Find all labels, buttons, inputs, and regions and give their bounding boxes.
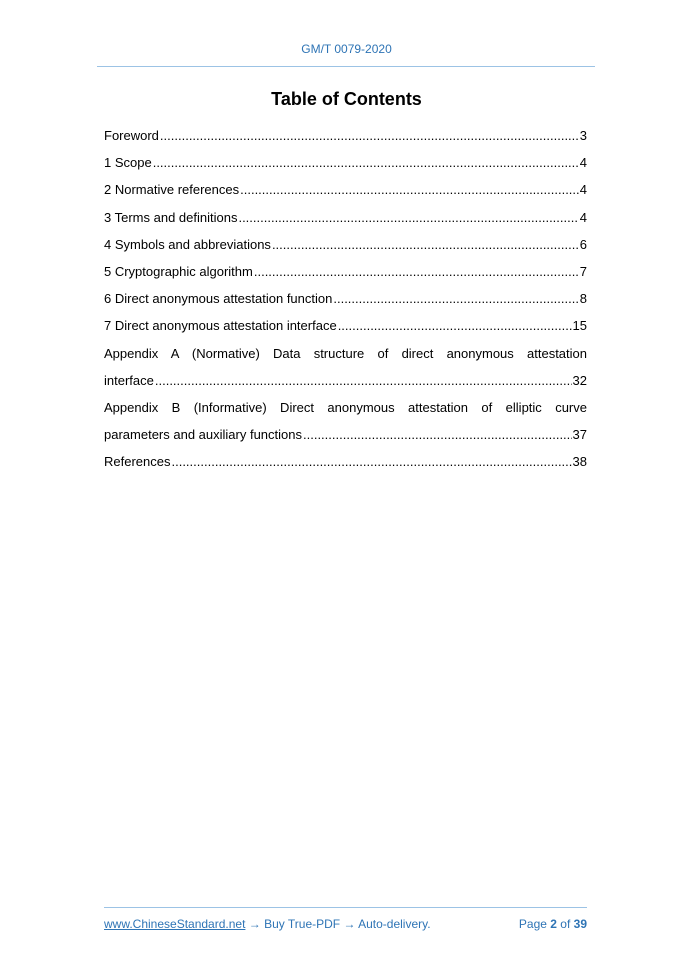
- toc-list: [104, 122, 587, 476]
- toc-entry-page: 32: [572, 372, 587, 388]
- toc-title: Table of Contents: [271, 89, 422, 109]
- footer-promo: [104, 917, 431, 931]
- toc-leader-dots: [238, 204, 578, 231]
- toc-leader-dots: [333, 285, 578, 312]
- toc-entry-terms-definitions[interactable]: [104, 204, 587, 231]
- toc-leader-dots: [338, 312, 572, 339]
- toc-entry-label-line1: Appendix A (Normative) Data structure of direct anonymous attestation: [104, 345, 587, 361]
- footer-page-total: 39: [573, 917, 587, 931]
- toc-leader-dots: [254, 258, 579, 285]
- toc-entry-label: 7 Direct anonymous attestation interface: [104, 318, 337, 334]
- toc-leader-dots: [303, 421, 572, 448]
- toc-entry-page: 37: [572, 427, 587, 443]
- toc-leader-dots: [240, 176, 579, 203]
- toc-entry-label: 1 Scope: [104, 155, 152, 171]
- footer-site-link[interactable]: www.ChineseStandard.net: [104, 917, 246, 931]
- toc-entry-page: 4: [579, 155, 587, 171]
- footer-page-current: 2: [550, 917, 557, 931]
- toc-leader-dots: [155, 367, 572, 394]
- toc-entry-symbols-abbreviations[interactable]: [104, 231, 587, 258]
- toc-entry-label-line2: interface: [104, 372, 154, 388]
- footer-page-indicator: [519, 917, 587, 931]
- toc-entry-label: 6 Direct anonymous attestation function: [104, 291, 333, 307]
- footer-promo-text: → Buy True-PDF → Auto-delivery.: [245, 917, 431, 931]
- toc-entry-label: References: [104, 454, 171, 470]
- footer-page-of: of: [556, 917, 574, 931]
- footer-rule: [104, 907, 587, 908]
- toc-entry-appendix-a[interactable]: [104, 340, 587, 394]
- header-doc-code: GM/T 0079-2020: [301, 42, 392, 56]
- toc-entry-label: Foreword: [104, 128, 159, 143]
- toc-entry-daa-function[interactable]: [104, 285, 587, 312]
- toc-entry-page: 15: [572, 318, 587, 334]
- toc-leader-dots: [272, 231, 579, 258]
- toc-entry-daa-interface[interactable]: [104, 312, 587, 339]
- toc-entry-label-line1: Appendix B (Informative) Direct anonymous attestation of elliptic curve: [104, 400, 587, 416]
- toc-entry-normative-references[interactable]: [104, 176, 587, 203]
- toc-entry-page: 3: [579, 128, 587, 143]
- toc-entry-appendix-b[interactable]: [104, 394, 587, 448]
- toc-entry-references[interactable]: [104, 448, 587, 475]
- toc-entry-page: 4: [579, 182, 587, 198]
- toc-entry-label: 2 Normative references: [104, 182, 240, 198]
- toc-entry-page: 38: [572, 454, 587, 470]
- toc-entry-label: 3 Terms and definitions: [104, 209, 238, 225]
- toc-entry-label: 4 Symbols and abbreviations: [104, 236, 271, 252]
- toc-entry-cryptographic-algorithm[interactable]: [104, 258, 587, 285]
- toc-entry-label-line2: parameters and auxiliary functions: [104, 427, 302, 443]
- toc-leader-dots: [171, 448, 571, 475]
- footer: [104, 917, 587, 931]
- footer-page-prefix: Page: [518, 917, 551, 931]
- toc-entry-page: 8: [579, 291, 587, 307]
- toc-leader-dots: [153, 149, 579, 176]
- toc-entry-page: 7: [579, 264, 587, 280]
- toc-entry-scope[interactable]: [104, 149, 587, 176]
- toc-leader-dots: [160, 122, 579, 149]
- toc-entry-page: 6: [579, 236, 587, 252]
- toc-entry-page: 4: [579, 209, 587, 225]
- toc-entry-foreword[interactable]: [104, 122, 587, 149]
- toc-entry-label: 5 Cryptographic algorithm: [104, 264, 253, 280]
- header-rule: [97, 66, 595, 67]
